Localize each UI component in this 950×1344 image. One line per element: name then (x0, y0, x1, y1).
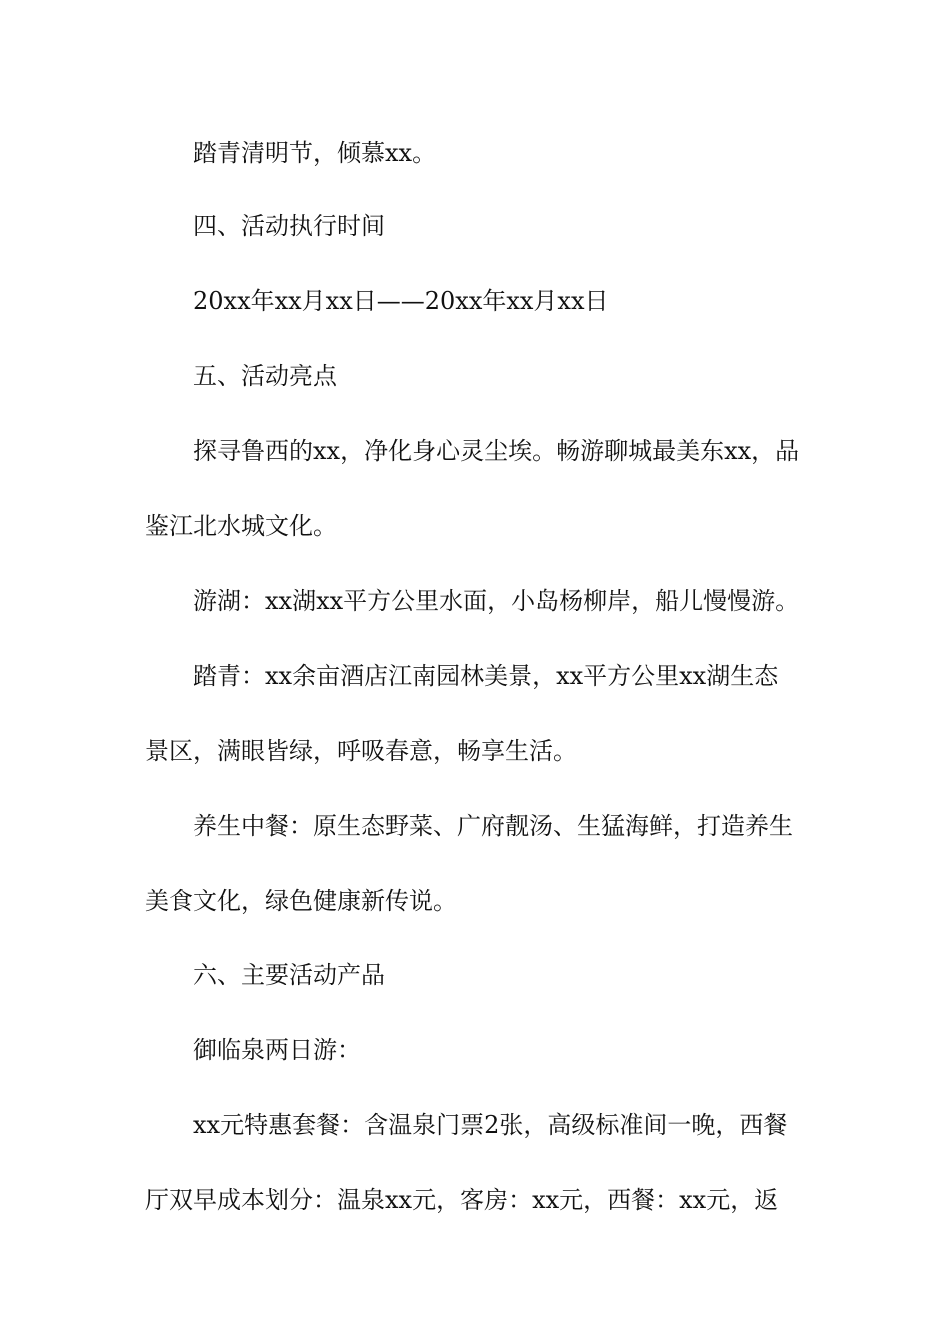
paragraph-package-line1: xx元特惠套餐：含温泉门票2张，高级标准间一晚，西餐 (193, 1111, 788, 1139)
paragraph-package-line2: 厅双早成本划分：温泉xx元，客房：xx元，西餐：xx元，返 (145, 1186, 779, 1214)
paragraph-lunch-line2: 美食文化，绿色健康新传说。 (145, 887, 457, 915)
paragraph-two-day-tour: 御临泉两日游： (193, 1036, 361, 1064)
paragraph-date-range: 20xx年xx月xx日——20xx年xx月xx日 (193, 287, 609, 315)
heading-execution-time: 四、活动执行时间 (193, 212, 385, 240)
heading-highlights: 五、活动亮点 (193, 362, 337, 390)
heading-main-products: 六、主要活动产品 (193, 961, 385, 989)
paragraph-lunch-line1: 养生中餐：原生态野菜、广府靓汤、生猛海鲜，打造养生 (193, 812, 793, 840)
paragraph-explore-line2: 鉴江北水城文化。 (145, 512, 337, 540)
paragraph-explore-line1: 探寻鲁西的xx，净化身心灵尘埃。畅游聊城最美东xx，品 (193, 437, 800, 465)
paragraph-outing-line1: 踏青：xx余亩酒店江南园林美景，xx平方公里xx湖生态 (193, 662, 779, 690)
paragraph-qingming: 踏青清明节，倾慕xx。 (193, 139, 437, 167)
paragraph-lake-tour: 游湖：xx湖xx平方公里水面，小岛杨柳岸，船儿慢慢游。 (193, 587, 800, 615)
paragraph-outing-line2: 景区，满眼皆绿，呼吸春意，畅享生活。 (145, 737, 577, 765)
